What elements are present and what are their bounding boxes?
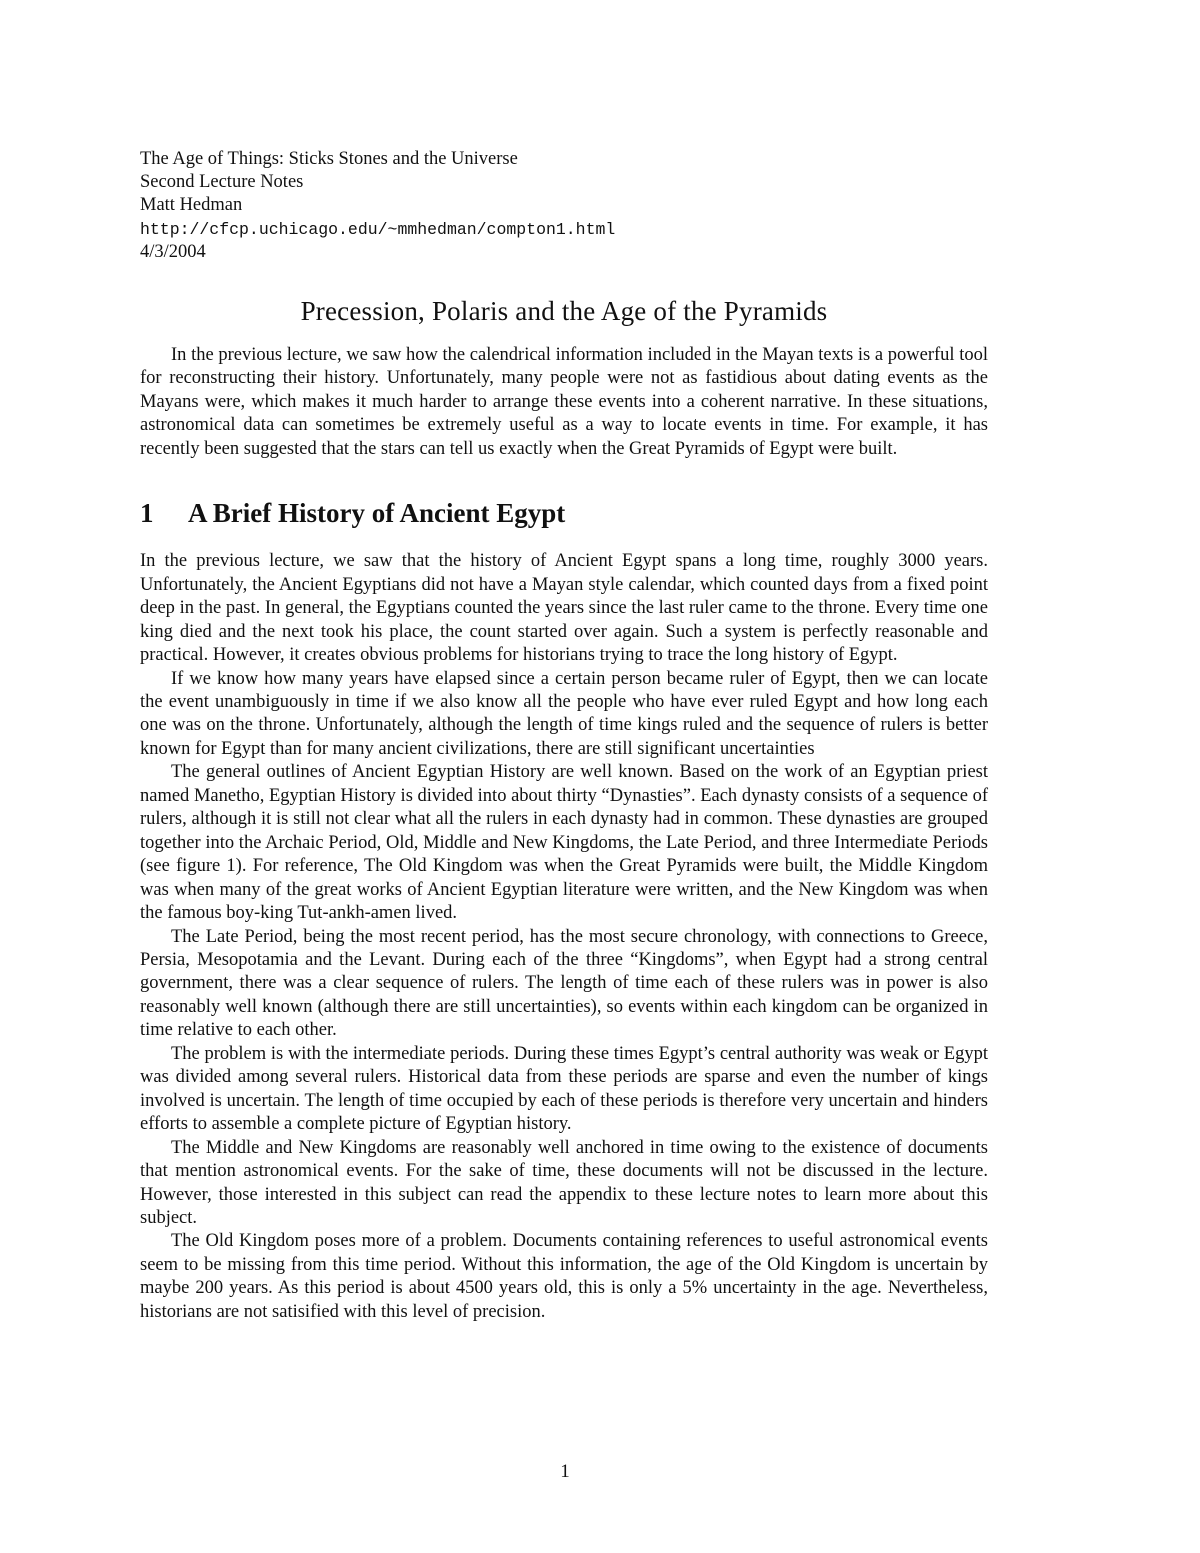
author-name: Matt Hedman <box>140 195 243 216</box>
document-title: Precession, Polaris and the Age of the Pyramids <box>300 296 828 327</box>
notes-label: Second Lecture Notes <box>140 172 304 193</box>
body-paragraph: The problem is with the intermediate periods. During these times Egypt’s central authority was weak or Egypt was divided among several rulers. Historical data from these periods are sparse and even the number of kings involved is uncertain. The length of time occupied by each of these periods is therefore very uncertain and hinders efforts to assemble a complete picture of Egyptian history. <box>140 1043 988 1135</box>
section-title: A Brief History of Ancient Egypt <box>188 498 566 529</box>
page-number: 1 <box>560 1461 570 1482</box>
section-heading <box>140 497 988 529</box>
course-url: http://cfcp.uchicago.edu/~mmhedman/compton1.html <box>140 219 616 239</box>
section-number: 1 <box>140 498 154 529</box>
course-title: The Age of Things: Sticks Stones and the Universe <box>140 149 518 169</box>
body-paragraph: In the previous lecture, we saw that the history of Ancient Egypt spans a long time, roughly 3000 years. Unfortunately, the Ancient Egyptians did not have a Mayan style calendar, which counted days from a fixed point deep in the past. In general, the Egyptians counted the years since the last ruler came to the throne. Every time one king died and the next took his place, the count started over again. Such a system is perfectly reasonable and practical. However, it creates obvious problems for historians trying to trace the long history of Egypt. <box>140 551 988 666</box>
intro-paragraph: In the previous lecture, we saw how the calendrical information included in the Mayan texts is a powerful tool for reconstructing their history. Unfortunately, many people were not as fastidious about dating events as the Mayans were, which makes it much harder to arrange these events into a coherent narrative. In these situations, astronomical data can sometimes be extremely useful as a way to locate events in time. For example, it has recently been suggested that the stars can tell us exactly when the Great Pyramids of Egypt were built. <box>140 345 988 459</box>
document-date: 4/3/2004 <box>140 241 206 262</box>
document-page <box>140 148 988 1324</box>
body-paragraph: The general outlines of Ancient Egyptian History are well known. Based on the work of an Egyptian priest named Manetho, Egyptian History is divided into about thirty “Dynasties”. Each dynasty consists of a sequence of rulers, although it is still not clear what all the rulers in each dynasty had in common. These dynasties are grouped together into the Archaic Period, Old, Middle and New Kingdoms, the Late Period, and three Intermediate Periods (see figure 1). For reference, The Old Kingdom was when the Great Pyramids were built, the Middle Kingdom was when many of the great works of Ancient Egyptian literature were written, and the New Kingdom was when the famous boy-king Tut-ankh-amen lived. <box>140 762 988 924</box>
document-header <box>140 148 988 264</box>
body-paragraph: The Middle and New Kingdoms are reasonably well anchored in time owing to the existence of documents that mention astronomical events. For the sake of time, these documents will not be discussed in the lecture. However, those interested in this subject can read the appendix to these lecture notes to learn more about this subject. <box>140 1137 988 1228</box>
body-paragraph: The Late Period, being the most recent period, has the most secure chronology, with connections to Greece, Persia, Mesopotamia and the Levant. During each of the three “Kingdoms”, when Egypt had a strong central government, there was a clear sequence of rulers. The length of time each of these rulers was in power is also reasonably well known (although there are still uncertainties), so events within each kingdom can be organized in time relative to each other. <box>140 926 988 1041</box>
body-paragraph: The Old Kingdom poses more of a problem. Documents containing references to useful astronomical events seem to be missing from this time period. Without this information, the age of the Old Kingdom is uncertain by maybe 200 years. As this period is about 4500 years old, this is only a 5% uncertainty in the age. Nevertheless, historians are not satisified with this level of precision. <box>140 1231 988 1322</box>
body-paragraph: If we know how many years have elapsed since a certain person became ruler of Egypt, then we can locate the event unambiguously in time if we also know all the people who have ever ruled Egypt and how long each one was on the throne. Unfortunately, although the length of time kings ruled and the sequence of rulers is better known for Egypt than for many ancient civilizations, there are still significant uncertainties <box>140 668 988 759</box>
